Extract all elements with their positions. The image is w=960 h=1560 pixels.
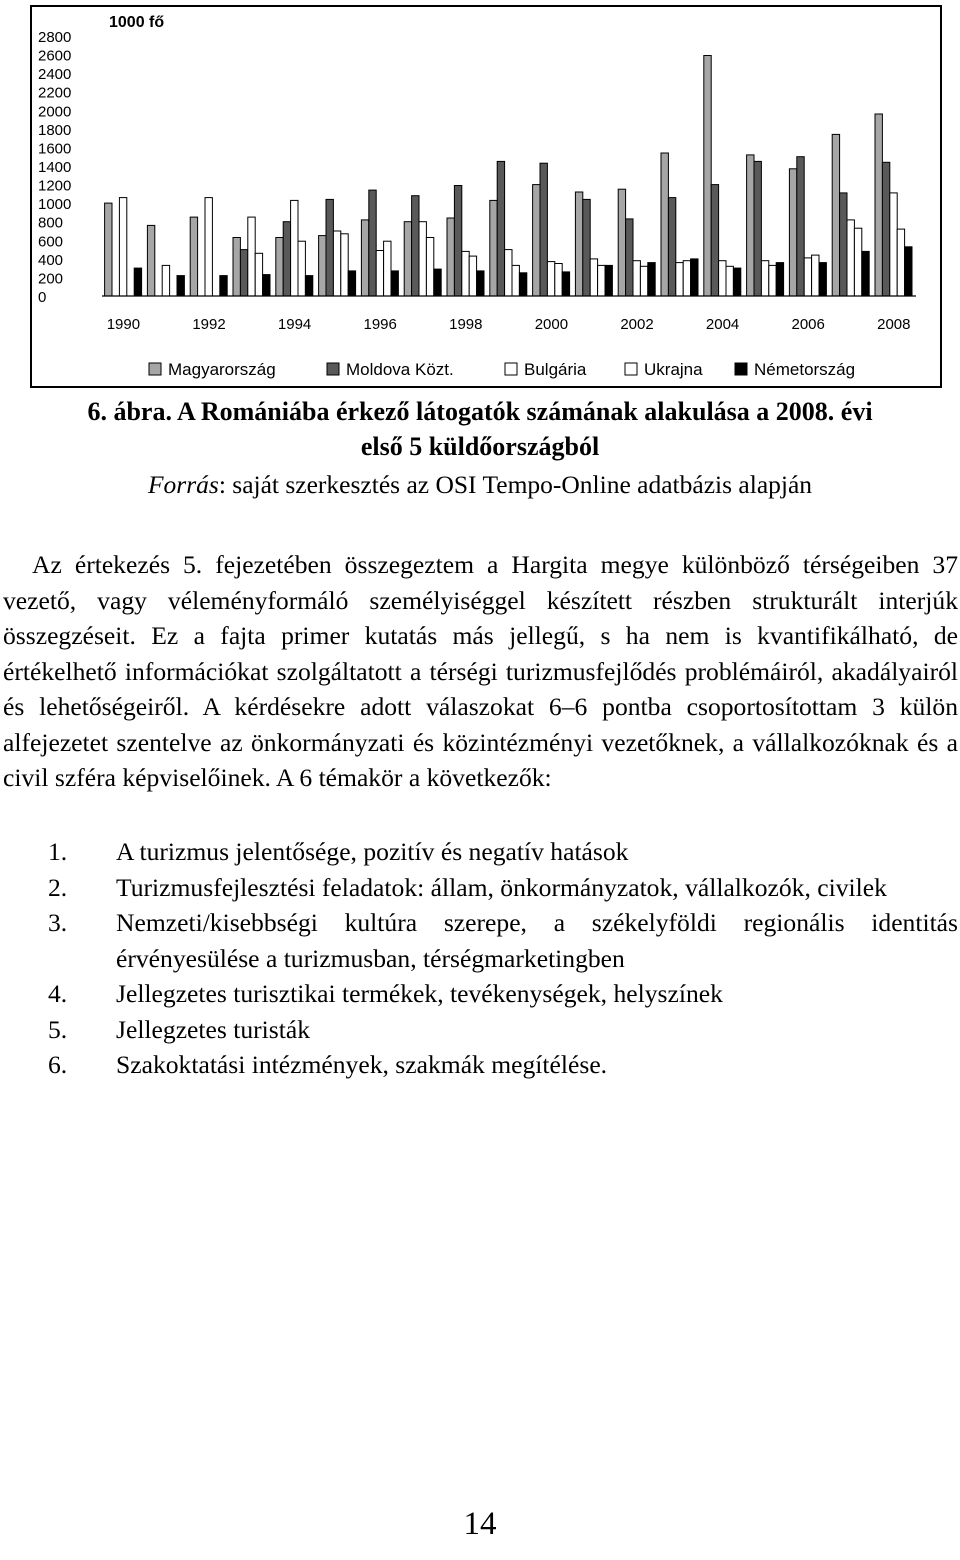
bar: [862, 251, 869, 296]
bar: [840, 193, 847, 296]
list-number: 6.: [48, 1050, 68, 1079]
bar: [575, 192, 582, 296]
bar: [512, 265, 519, 296]
bar: [555, 264, 562, 297]
bar: [348, 271, 355, 296]
list-text: Nemzeti/kisebbségi kultúra szerepe, a székelyföldi regionális identitás érvényesülése a turizmusban, térségmarketingben: [116, 908, 958, 973]
bar: [263, 275, 270, 296]
legend-swatch: [149, 363, 161, 375]
y-tick-label: 1000: [38, 196, 72, 214]
bar: [797, 157, 804, 296]
bar: [519, 273, 526, 296]
bar: [562, 272, 569, 296]
figure-caption-line-1: 6. ábra. A Romániába érkező látogatók számának alakulása a 2008. évi: [87, 397, 873, 426]
bar: [832, 134, 839, 296]
bar-chart: [32, 7, 940, 386]
figure-caption-line-2: első 5 küldőországból: [360, 432, 600, 461]
bar: [404, 222, 411, 296]
bar: [419, 222, 426, 296]
bar: [134, 268, 141, 296]
list-item: [0, 1047, 958, 1083]
bar: [676, 263, 683, 296]
legend-label: Magyarország: [168, 360, 276, 379]
list-text: Jellegzetes turisztikai termékek, tevékenységek, helyszínek: [116, 979, 723, 1008]
source-label: Forrás: [147, 470, 219, 499]
bar: [704, 56, 711, 297]
y-tick-label: 2600: [38, 47, 72, 65]
bar: [361, 220, 368, 296]
list-text: A turizmus jelentősége, pozitív és negatív hatások: [116, 837, 629, 866]
bar: [240, 250, 247, 296]
bar: [683, 261, 690, 296]
bar: [162, 265, 169, 296]
bar: [276, 238, 283, 297]
bar: [789, 169, 796, 296]
list-text: Jellegzetes turisták: [116, 1014, 311, 1044]
topic-list: [0, 834, 958, 1083]
bar: [105, 203, 112, 296]
bar: [469, 256, 476, 296]
x-tick-label: 2002: [620, 316, 654, 333]
bar: [412, 196, 419, 296]
bar: [447, 218, 454, 296]
x-tick-label: 2004: [705, 316, 740, 333]
chart-legend: [149, 360, 855, 379]
body-text: [3, 547, 958, 796]
y-tick-label: 800: [38, 214, 64, 232]
bar: [819, 263, 826, 296]
bar: [769, 265, 776, 296]
y-tick-label: 200: [38, 270, 64, 288]
list-number: 2.: [48, 872, 68, 902]
bar: [291, 200, 298, 296]
list-item: [0, 870, 958, 906]
bar: [391, 271, 398, 296]
bar: [626, 219, 633, 296]
bar: [618, 189, 625, 296]
y-tick-label: 2400: [38, 66, 72, 84]
y-tick-label: 0: [38, 289, 47, 306]
bar: [733, 268, 740, 296]
legend-swatch: [735, 363, 747, 375]
bar: [533, 185, 540, 296]
source-text: : saját szerkesztés az OSI Tempo-Online adatbázis alapján: [218, 470, 813, 499]
bar: [305, 276, 312, 296]
bar: [598, 265, 605, 296]
bar: [875, 114, 882, 296]
bar: [376, 251, 383, 297]
bar: [233, 238, 240, 297]
y-axis-tick-labels: [38, 29, 71, 306]
x-tick-label: 1998: [449, 316, 483, 333]
list-item: [0, 976, 958, 1012]
bar: [897, 229, 904, 296]
x-tick-label: 2008: [877, 316, 911, 333]
legend-swatch: [625, 363, 637, 375]
bar: [497, 161, 504, 296]
body-paragraph: Az értekezés 5. fejezetében összegeztem a Hargita megye különböző térségeiben 37 vezető, vagy véleményformáló személyiséggel készített részben strukturált interjúk összegzéseit. Ez a fajta primer kutatás más jellegű, s ha nem is kvantifikálható, de értékelhető információkat szolgáltatott a térségi turizmusfejlődés problémáiról, akadályairól és lehetőségeiről. A kérdésekre adott válaszokat 6–6 pontba csoportosítottam 3 külön alfejezetet szentelve az önkormányzati és közintézményi vezetőknek, a vállalkozóknak és a civil szféra képviselőinek. A 6 témakör a következők:: [3, 550, 958, 792]
y-tick-label: 2000: [38, 103, 72, 121]
bar: [890, 193, 897, 296]
legend-label: Moldova Közt.: [346, 360, 454, 379]
x-tick-label: 1996: [363, 316, 397, 333]
bar: [283, 222, 290, 296]
bar: [426, 238, 433, 297]
bar: [147, 225, 154, 296]
bar: [661, 153, 668, 296]
chart-frame: [30, 5, 942, 388]
bar: [761, 261, 768, 296]
bar: [490, 200, 497, 296]
page-number: 14: [463, 1506, 497, 1542]
unit-label: 1000 fő: [109, 14, 165, 31]
list-number: 3.: [48, 908, 68, 937]
bar: [583, 199, 590, 296]
bar: [804, 258, 811, 296]
bar: [648, 263, 655, 296]
list-text: Turizmusfejlesztési feladatok: állam, önkormányzatok, vállalkozók, civilek: [116, 872, 887, 902]
bar: [754, 161, 761, 296]
bar: [726, 266, 733, 296]
legend-label: Németország: [754, 360, 856, 379]
x-tick-label: 1990: [106, 316, 141, 333]
bar: [776, 263, 783, 296]
bar: [462, 251, 469, 296]
bar: [605, 265, 612, 296]
bar: [719, 261, 726, 296]
list-number: 4.: [48, 979, 68, 1008]
y-tick-label: 1800: [38, 121, 72, 139]
bar: [847, 220, 854, 296]
bar: [384, 241, 391, 296]
bar: [190, 217, 197, 296]
x-axis-tick-labels: [107, 316, 911, 333]
list-item: [0, 834, 958, 870]
bar: [882, 162, 889, 296]
bar: [854, 228, 861, 296]
y-tick-label: 1400: [38, 159, 72, 176]
x-tick-label: 1992: [192, 316, 226, 333]
list-text: Szakoktatási intézmények, szakmák megítélése.: [116, 1050, 608, 1079]
x-tick-label: 1994: [277, 316, 312, 333]
bar: [454, 186, 461, 297]
legend-swatch: [505, 363, 517, 375]
y-tick-label: 2800: [38, 29, 72, 46]
list-number: 1.: [48, 837, 68, 866]
bar: [119, 198, 126, 296]
bar: [477, 271, 484, 296]
list-item: [0, 905, 958, 976]
bar: [668, 198, 675, 296]
bar: [434, 269, 441, 296]
x-tick-label: 2006: [791, 316, 825, 333]
bar: [633, 261, 640, 296]
y-tick-label: 400: [38, 251, 64, 269]
figure-source: [0, 468, 960, 502]
bar: [640, 266, 647, 296]
legend-swatch: [327, 363, 339, 375]
bar: [298, 241, 305, 296]
list-item: [0, 1012, 958, 1048]
bar-series: [105, 56, 912, 297]
bar: [369, 190, 376, 296]
legend-label: Bulgária: [524, 360, 587, 379]
bar: [255, 253, 262, 296]
bar: [505, 250, 512, 296]
y-tick-label: 1600: [38, 140, 72, 158]
bar: [177, 276, 184, 296]
bar: [540, 163, 547, 296]
y-tick-label: 1200: [38, 177, 72, 195]
bar: [812, 255, 819, 296]
bar: [905, 247, 912, 296]
bar: [248, 217, 255, 296]
y-tick-label: 2200: [38, 84, 72, 102]
bar: [319, 236, 326, 296]
bar: [205, 198, 212, 296]
y-tick-label: 600: [38, 233, 64, 251]
bar: [547, 262, 554, 296]
list-number: 5.: [48, 1014, 68, 1044]
bar: [747, 155, 754, 296]
bar: [220, 276, 227, 296]
bar: [333, 231, 340, 296]
bar: [341, 234, 348, 296]
bar: [590, 259, 597, 296]
bar: [691, 259, 698, 296]
x-tick-label: 2000: [534, 316, 569, 333]
bar: [711, 185, 718, 296]
legend-label: Ukrajna: [644, 360, 703, 379]
bar: [326, 199, 333, 296]
